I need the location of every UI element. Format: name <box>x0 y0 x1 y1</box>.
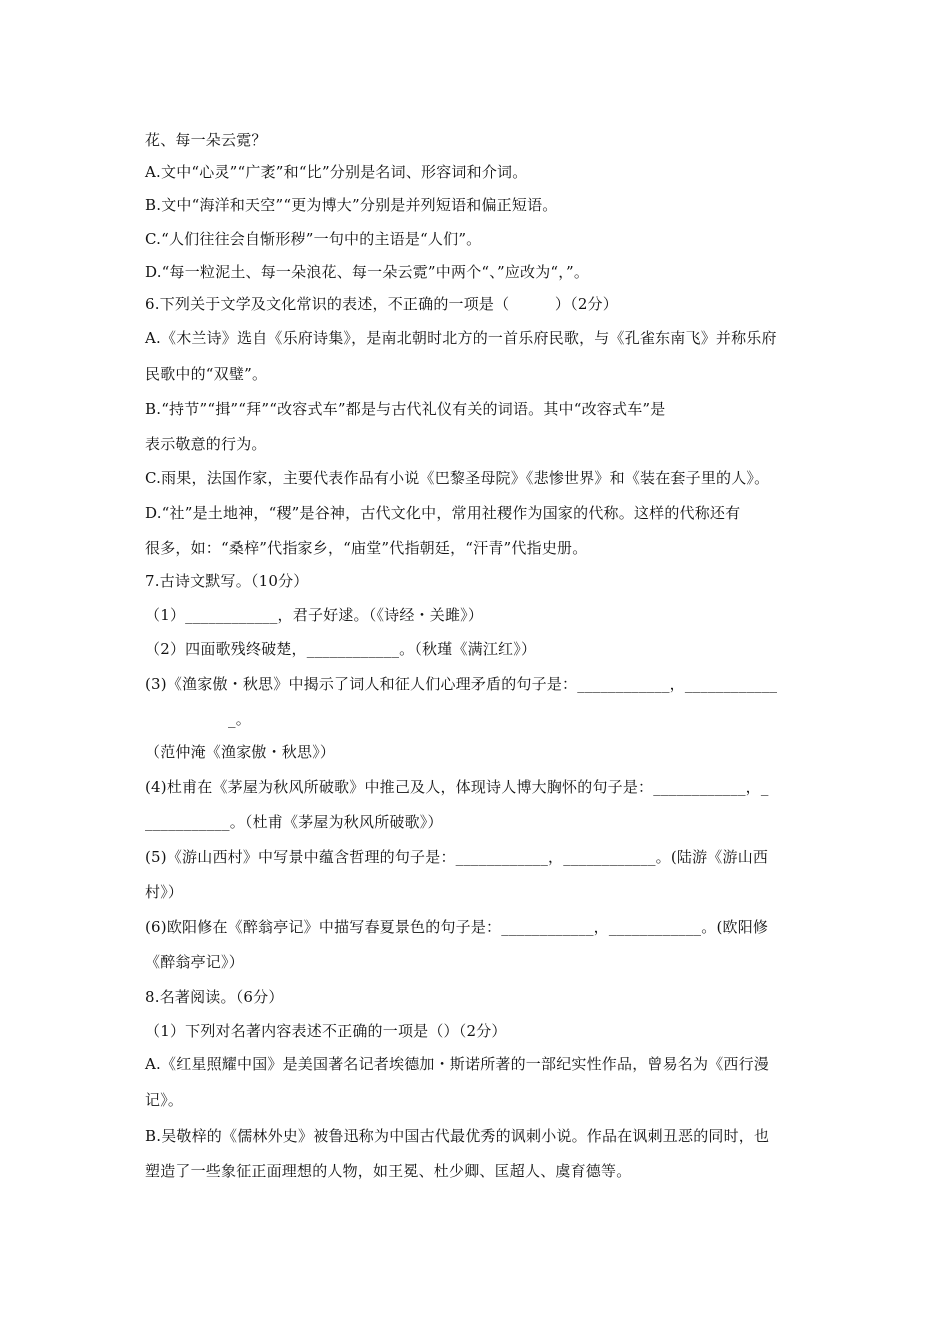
q7-item-2: （2）四面歌残终破楚，____________。（秋瑾《满江红》） <box>145 640 537 658</box>
question-8-title: 8.名著阅读。（6分） <box>145 988 284 1006</box>
q8-option-a-line1: A.《红星照耀中国》是美国著名记者埃德加・斯诺所著的一部纪实性作品，曾易名为《西行漫 <box>145 1055 770 1073</box>
option-d-line: D.“每一粒泥土、每一朵浪花、每一朵云霓”中两个“、”应改为“，”。 <box>145 263 590 281</box>
q7-item-1: （1）____________，君子好逑。（《诗经・关雎》） <box>145 606 484 624</box>
q7-item-6-line1: (6)欧阳修在《醉翁亭记》中描写春夏景色的句子是：____________，____________。(欧阳修 <box>145 918 769 936</box>
q7-item-3-line1: (3)《渔家傲・秋思》中揭示了词人和征人们心理矛盾的句子是：____________，____________ <box>145 675 778 693</box>
q6-option-a-line1: A.《木兰诗》选自《乐府诗集》，是南北朝时北方的一首乐府民歌，与《孔雀东南飞》并称乐府 <box>145 329 777 347</box>
option-c-line: C.“人们往往会自惭形秽”一句中的主语是“人们”。 <box>145 230 482 248</box>
option-a-line: A.文中“心灵”“广袤”和“比”分别是名词、形容词和介词。 <box>145 163 528 181</box>
q7-item-6-line2: 《醉翁亭记》） <box>145 953 244 971</box>
q7-item-5-line2: 村》） <box>145 883 184 901</box>
q7-item-4-line2: ___________。（杜甫《茅屋为秋风所破歌》） <box>145 813 443 831</box>
q6-option-b-line1: B.“持节”“揖”“拜”“改容式车”都是与古代礼仪有关的词语。其中“改容式车”是 <box>145 400 666 418</box>
q6-option-d-line1: D.“社”是土地神，“稷”是谷神，古代文化中，常用社稷作为国家的代称。这样的代称还有 <box>145 504 741 522</box>
q6-option-b-line2: 表示敬意的行为。 <box>145 435 267 453</box>
q6-option-d-line2: 很多，如：“桑梓”代指家乡，“庙堂”代指朝廷，“汗青”代指史册。 <box>145 539 588 557</box>
q8-sub-1: （1）下列对名著内容表述不正确的一项是（）（2分） <box>145 1022 507 1040</box>
question-7-title: 7.古诗文默写。（10分） <box>145 572 309 590</box>
q6-option-a-line2: 民歌中的“双璧”。 <box>145 365 268 383</box>
q8-option-b-line2: 塑造了一些象征正面理想的人物，如王冕、杜少卿、匡超人、虞育德等。 <box>145 1162 632 1180</box>
q7-item-3-source: （范仲淹《渔家傲・秋思》） <box>145 743 336 761</box>
q7-item-3-line2: _。 <box>228 710 251 728</box>
q8-option-a-line2: 记》。 <box>145 1091 184 1109</box>
q7-item-4-line1: (4)杜甫在《茅屋为秋风所破歌》中推己及人，体现诗人博大胸怀的句子是：____________，_ <box>145 778 769 796</box>
text-line-1: 花、每一朵云霓？ <box>145 131 267 149</box>
option-b-line: B.文中“海洋和天空”“更为博大”分别是并列短语和偏正短语。 <box>145 196 558 214</box>
q7-item-5-line1: (5)《游山西村》中写景中蕴含哲理的句子是：____________，____________。(陆游《游山西 <box>145 848 769 866</box>
q8-option-b-line1: B.吴敬梓的《儒林外史》被鲁迅称为中国古代最优秀的讽刺小说。作品在讽刺丑恶的同时，也 <box>145 1127 770 1145</box>
question-6-title: 6.下列关于文学及文化常识的表述，不正确的一项是（ ）（2分） <box>145 295 618 313</box>
q6-option-c-line: C.雨果，法国作家，主要代表作品有小说《巴黎圣母院》《悲惨世界》和《装在套子里的人》。 <box>145 469 770 487</box>
